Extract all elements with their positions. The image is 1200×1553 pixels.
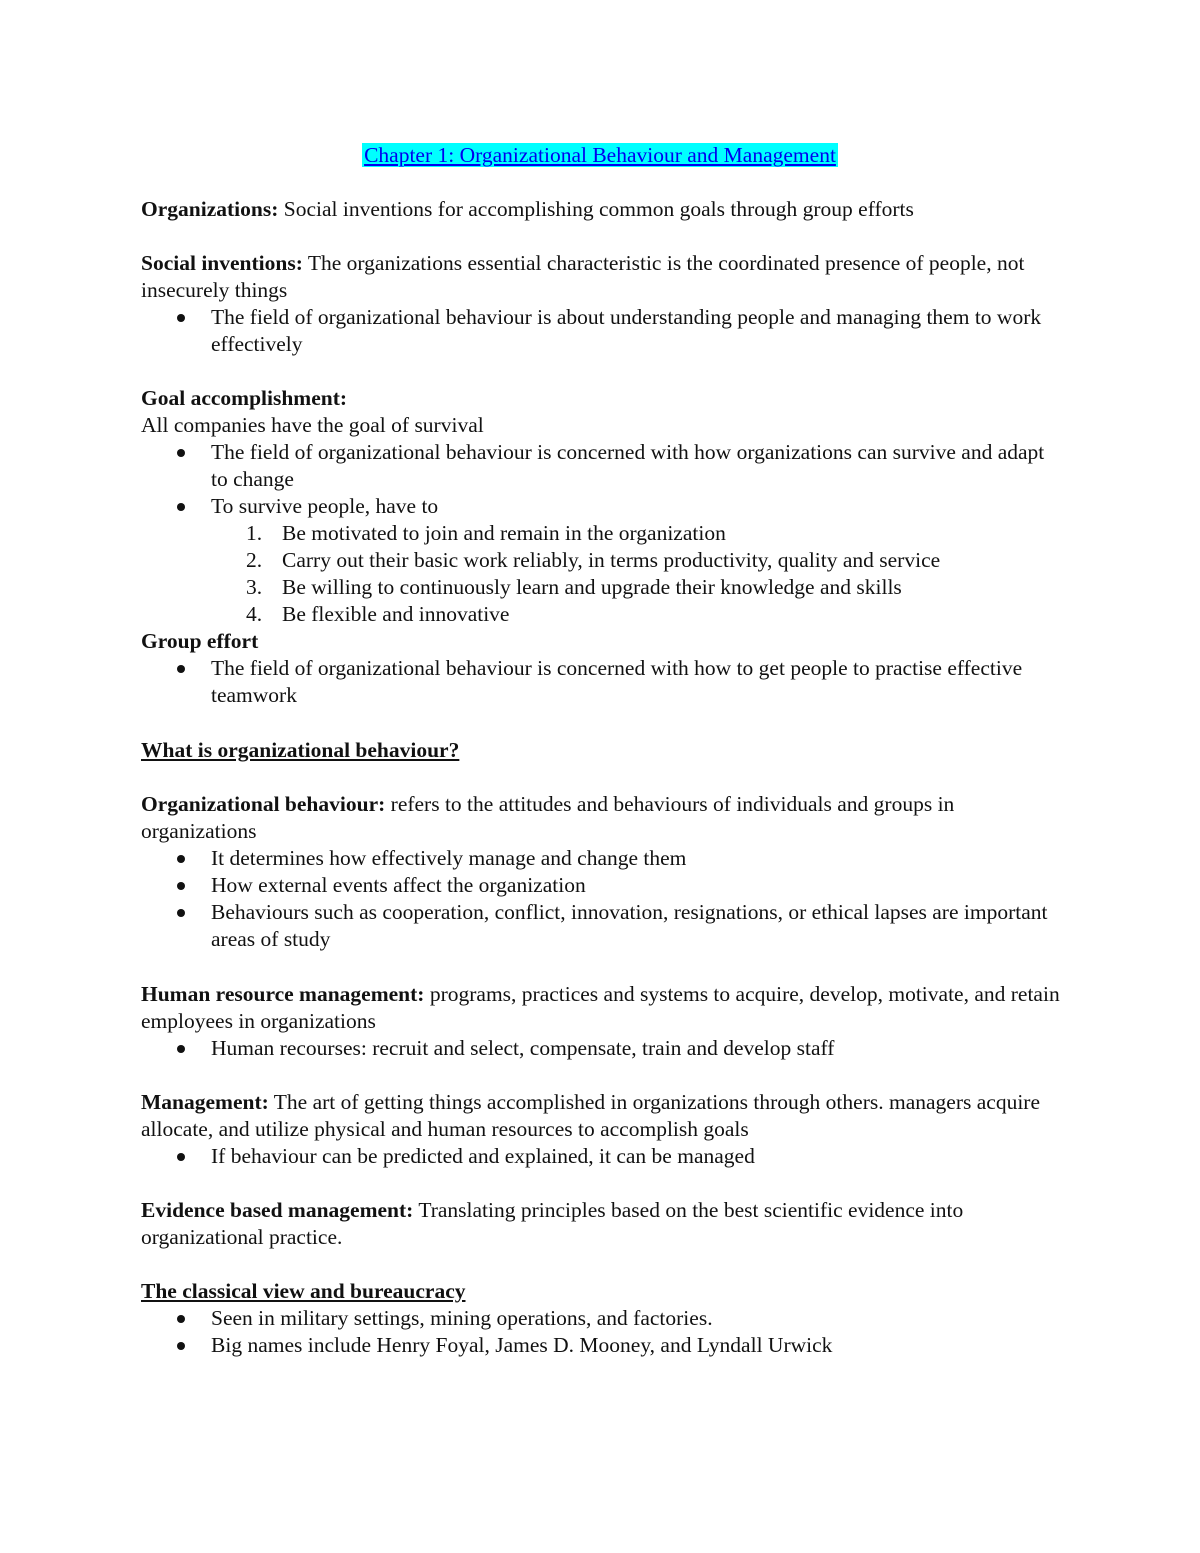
term: Organizations: xyxy=(141,197,279,221)
definition-hrm xyxy=(141,981,1061,1035)
definition-text: programs, practices and systems to acquire, develop, motivate, and retain employees in organizations xyxy=(141,982,1060,1033)
term: Human resource management: xyxy=(141,982,425,1006)
bullet-list xyxy=(141,1035,1061,1062)
term: Evidence based management: xyxy=(141,1198,414,1222)
bullet-list xyxy=(141,1143,1061,1170)
bullet-list xyxy=(141,439,1061,520)
item-number: 4. xyxy=(246,602,263,626)
section-organizational-behaviour xyxy=(141,791,1061,953)
term: Management: xyxy=(141,1090,269,1114)
numbered-item xyxy=(141,520,1061,547)
definition-text: The art of getting things accomplished in organizations through others. managers acquire allocate, and utilize physical and human resources to accomplish goals xyxy=(141,1090,1040,1141)
bullet-item: If behaviour can be predicted and explained, it can be managed xyxy=(141,1143,1061,1170)
numbered-item xyxy=(141,574,1061,601)
bullet-item: The field of organizational behaviour is concerned with how organizations can survive and adapt to change xyxy=(141,439,1061,493)
definition-social-inventions xyxy=(141,250,1061,304)
definition-organizations xyxy=(141,196,1061,223)
item-text: Be willing to continuously learn and upgrade their knowledge and skills xyxy=(282,575,902,599)
bullet-item: Behaviours such as cooperation, conflict, innovation, resignations, or ethical lapses are important areas of study xyxy=(141,899,1061,953)
definition-text: The organizations essential characteristic is the coordinated presence of people, not insecurely things xyxy=(141,251,1025,302)
bullet-item: The field of organizational behaviour is about understanding people and managing them to work effectively xyxy=(141,304,1061,358)
title-wrap xyxy=(0,142,1200,169)
bullet-list xyxy=(141,1305,1061,1359)
section-heading-group-effort: Group effort xyxy=(141,629,259,653)
item-text: Be motivated to join and remain in the organization xyxy=(282,521,726,545)
term: Organizational behaviour: xyxy=(141,792,386,816)
bullet-list xyxy=(141,304,1061,358)
section-heading: Goal accomplishment: xyxy=(141,386,348,410)
bullet-list xyxy=(141,845,1061,953)
section-hrm xyxy=(141,981,1061,1062)
bullet-item: It determines how effectively manage and change them xyxy=(141,845,1061,872)
definition-text: Social inventions for accomplishing common goals through group efforts xyxy=(278,197,914,221)
bullet-item: The field of organizational behaviour is concerned with how to get people to practise effective teamwork xyxy=(141,655,1061,709)
bullet-item: Seen in military settings, mining operations, and factories. xyxy=(141,1305,1061,1332)
item-number: 1. xyxy=(246,521,263,545)
item-number: 2. xyxy=(246,548,263,572)
section-classical-view xyxy=(141,1278,1061,1359)
bullet-item: To survive people, have to xyxy=(141,493,1061,520)
numbered-list xyxy=(141,520,1061,628)
definition-evidence-based-management xyxy=(141,1197,1061,1251)
heading-what-is-ob: What is organizational behaviour? xyxy=(141,738,460,762)
item-text: Carry out their basic work reliably, in terms productivity, quality and service xyxy=(282,548,941,572)
section-social-inventions xyxy=(141,250,1061,358)
item-number: 3. xyxy=(246,575,263,599)
chapter-title: Chapter 1: Organizational Behaviour and Management xyxy=(364,143,836,167)
definition-ob xyxy=(141,791,1061,845)
bullet-item: How external events affect the organization xyxy=(141,872,1061,899)
definition-management xyxy=(141,1089,1061,1143)
numbered-item xyxy=(141,601,1061,628)
bullet-item: Human recourses: recruit and select, compensate, train and develop staff xyxy=(141,1035,1061,1062)
section-intro: All companies have the goal of survival xyxy=(141,413,484,437)
section-goal-accomplishment xyxy=(141,385,1061,709)
section-management xyxy=(141,1089,1061,1170)
definition-text: Translating principles based on the best scientific evidence into organizational practice. xyxy=(141,1198,964,1249)
item-text: Be flexible and innovative xyxy=(282,602,510,626)
section-heading: The classical view and bureaucracy xyxy=(141,1279,466,1303)
numbered-item xyxy=(141,547,1061,574)
term: Social inventions: xyxy=(141,251,303,275)
definition-text: refers to the attitudes and behaviours of individuals and groups in organizations xyxy=(141,792,955,843)
bullet-item: Big names include Henry Foyal, James D. Mooney, and Lyndall Urwick xyxy=(141,1332,1061,1359)
bullet-list xyxy=(141,655,1061,709)
